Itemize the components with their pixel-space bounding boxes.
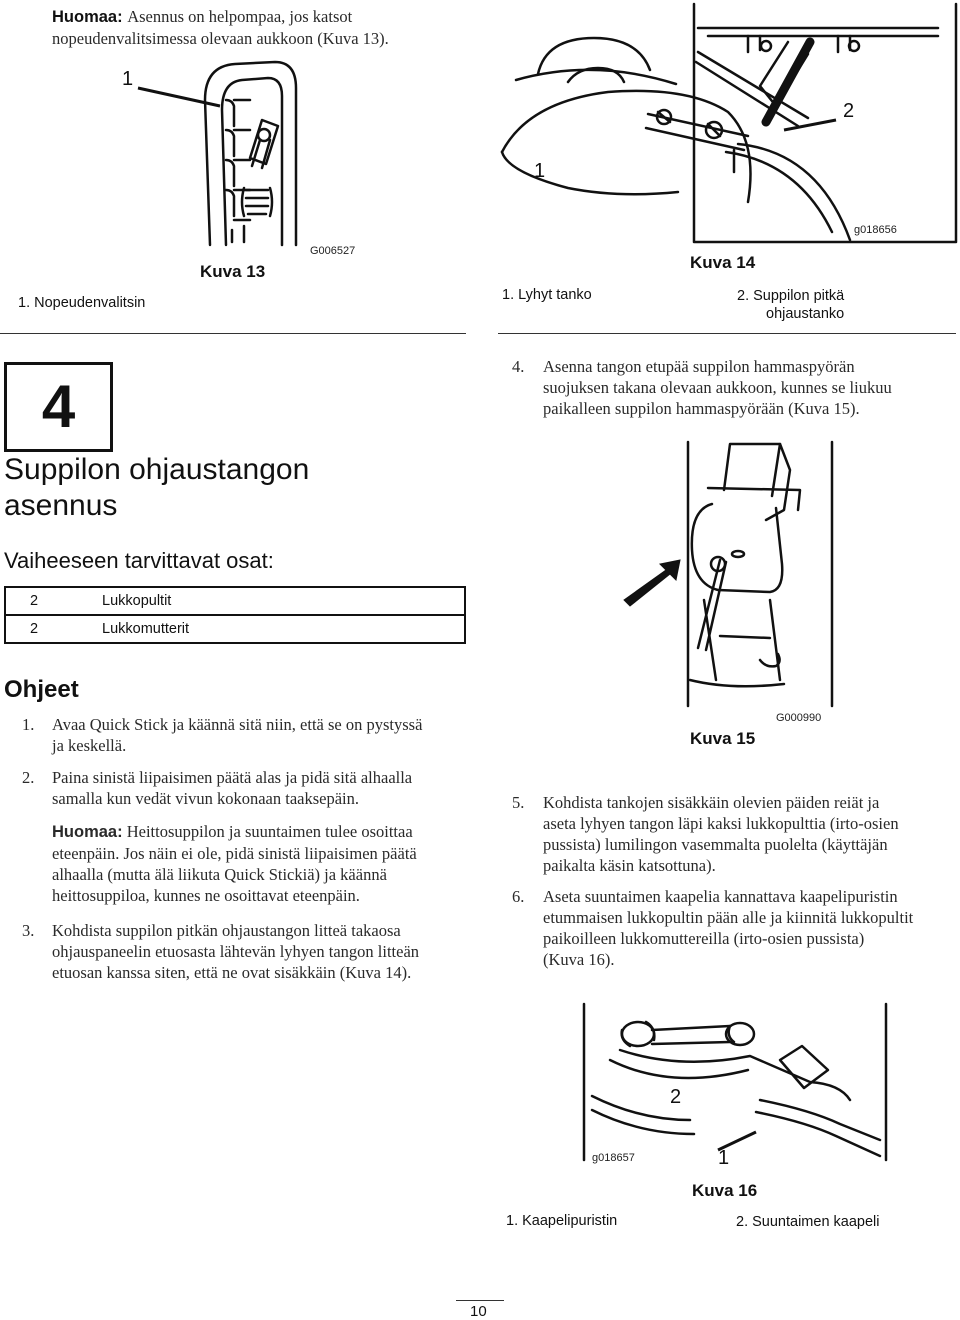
step-number: 5. [512,793,525,812]
step-2-line1: Paina sinistä liipaisimen päätä alas ja pidä sitä alhaalla [52,768,413,787]
step-number: 3. [22,921,35,940]
step-4 [512,356,952,419]
figure-16-caption: Kuva 16 [692,1181,758,1200]
figure-15-caption: Kuva 15 [690,729,756,748]
footer-rule [456,1300,504,1301]
figure-13-legend: 1. Nopeudenvalitsin [18,295,146,311]
step-6 [512,886,957,970]
step-6-line4: (Kuva 16). [543,950,615,969]
step-5-line2: aseta lyhyen tangon läpi kaksi lukkopulttia (irto-osien [543,814,899,833]
step-1 [22,714,472,756]
figure-16-callout-1: 1 [718,1147,730,1169]
section-title [4,452,309,524]
figure-14-callout-1: 1 [534,160,546,182]
section-title-line2: asennus [4,489,118,522]
step-6-line1: Aseta suuntaimen kaapelia kannattava kaapelipuristin [543,887,898,906]
figure-14-graphic-id: g018656 [854,224,897,236]
figure-14-legend-2-line2: ohjaustanko [766,306,845,322]
parts-table [4,586,466,644]
figure-14-frame [498,2,956,242]
parts-qty: 2 [5,587,90,615]
parts-name: Lukkomutterit [90,615,465,643]
figure-13-caption: Kuva 13 [200,262,266,281]
step-1-line2: ja keskellä. [52,736,127,755]
step-2-note-line1: Heittosuppilon ja suuntaimen tulee osoittaa [126,822,413,841]
step-4-line3: paikalleen suppilon hammaspyörään (Kuva 15). [543,399,860,418]
note-text-1: Asennus on helpompaa, jos katsot [127,7,353,26]
figure-14-callout-2: 2 [843,100,855,122]
step-2-note-label: Huomaa: [52,823,123,841]
parts-heading: Vaiheeseen tarvittavat osat: [4,548,274,573]
figure-14-legend-2-line1: 2. Suppilon pitkä [737,288,845,304]
divider-right [498,333,956,334]
section-number-box [4,362,113,452]
step-3-line3: etuosan kanssa siten, että ne ovat sisäkkäin (Kuva 14). [52,963,412,982]
step-2-line2: samalla kun vedät vivun kokonaan taaksepäin. [52,789,359,808]
table-row [5,587,465,615]
step-number: 6. [512,887,525,906]
step-2-note-line2: eteenpäin. Jos näin ei ole, pidä sinistä liipaisimen päätä [52,844,417,863]
figure-14-caption: Kuva 14 [690,253,756,272]
figure-16-legend-1: 1. Kaapelipuristin [506,1213,618,1229]
step-2-note-line3: alhaalla (mutta älä liikuta Quick Stickiä) ja käännä [52,865,387,884]
figure-14-legend-1: 1. Lyhyt tanko [502,287,592,303]
step-1-line1: Avaa Quick Stick ja käännä sitä niin, että se on pystyssä [52,715,423,734]
step-3-line2: ohjauspaneelin etuosasta lähtevän lyhyen tangon litteän [52,942,420,961]
step-6-line2: etummaisen lukkopultin pään alle ja kiinnitä lukkopultit [543,908,914,927]
procedure-heading: Ohjeet [4,676,79,703]
figure-14-illustration [498,2,958,242]
step-6-line3: paikoilleen lukkomuttereilla (irto-osien pussista) [543,929,865,948]
note-text-2: nopeudenvalitsimessa olevaan aukkoon (Kuva 13). [52,29,389,48]
step-4-line1: Asenna tangon etupää suppilon hammaspyörän [543,357,855,376]
step-2 [22,767,472,906]
step-number: 2. [22,768,35,787]
figure-16-illustration [580,1000,890,1160]
figure-13-graphic-id: G006527 [310,245,356,257]
step-5-line4: paikalta käsin katsottuna). [543,856,716,875]
note-label: Huomaa: [52,8,123,26]
step-5-line1: Kohdista tankojen sisäkkäin olevien päiden reiät ja [543,793,880,812]
figure-16-graphic-id: g018657 [592,1152,635,1164]
table-row [5,615,465,643]
section-title-line1: Suppilon ohjaustangon [4,453,310,486]
figure-15-graphic-id: G000990 [776,712,822,724]
figure-16-callout-2: 2 [670,1086,682,1108]
step-2-note-line4: heittosuppiloa, kunnes ne osoittavat eteenpäin. [52,886,360,905]
figure-13-callout-1: 1 [122,68,134,90]
section-number: 4 [41,373,76,440]
figure-13 [0,40,470,340]
figure-16-legend-2: 2. Suuntaimen kaapeli [736,1214,880,1230]
parts-name: Lukkopultit [90,587,465,615]
divider-left [0,333,466,334]
figure-14-legend-2 [737,287,844,323]
parts-qty: 2 [5,615,90,643]
step-4-line2: suojuksen takana olevaan aukkoon, kunnes se liukuu [543,378,892,397]
step-number: 4. [512,357,525,376]
figure-15 [620,440,850,760]
step-3-line1: Kohdista suppilon pitkän ohjaustangon litteä takaosa [52,921,401,940]
page-number: 10 [470,1303,487,1320]
step-5-line3: pussista) lumilingon vasemmalta puolelta (käyttäjän [543,835,888,854]
step-3 [22,920,472,983]
step-5 [512,792,957,876]
figure-16 [580,1000,890,1210]
step-number: 1. [22,715,35,734]
